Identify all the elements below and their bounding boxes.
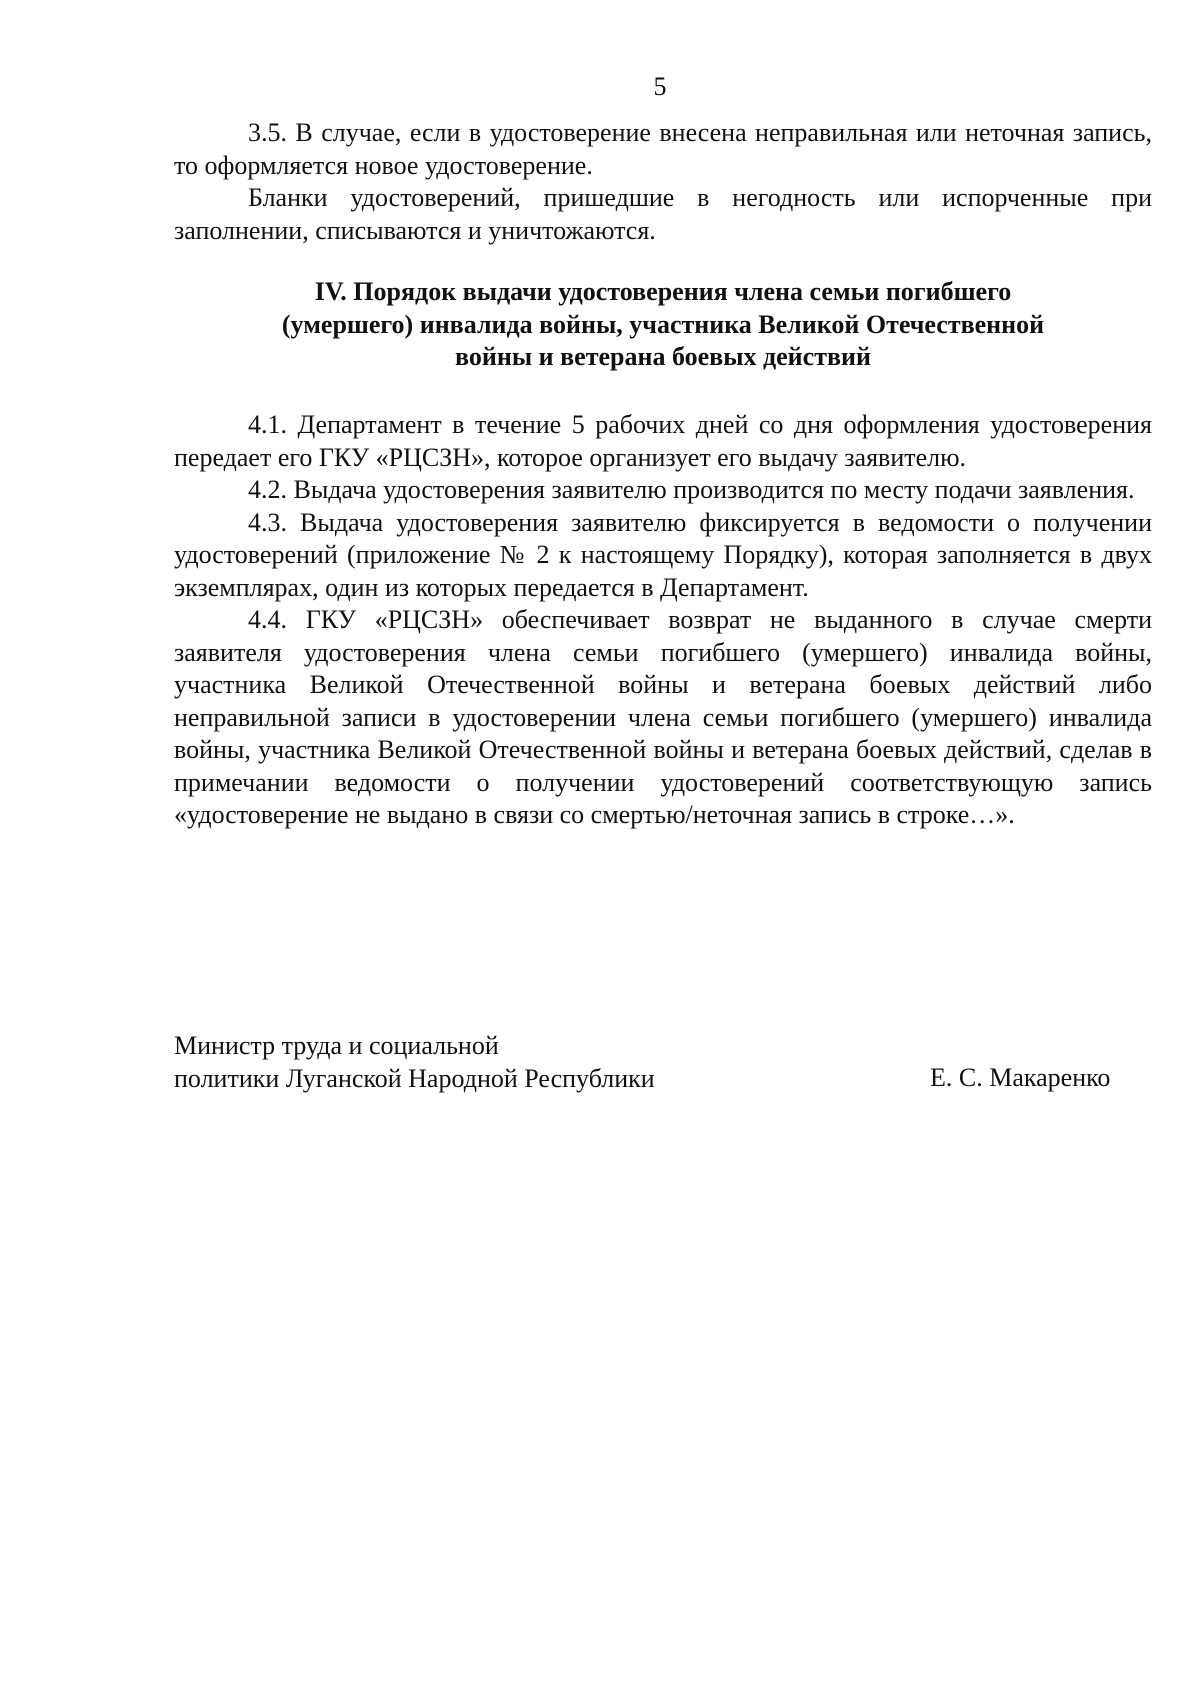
section-3-body xyxy=(174,117,1152,247)
paragraph-4-4: 4.4. ГКУ «РЦСЗН» обеспечивает возврат не выданного в случае смерти заявителя удостоверения члена семьи погибшего (умершего) инвалида войны, участника Великой Отечественной войны и ветерана боевых действий либо неправильной записи в удостоверении члена семьи погибшего (умершего) инвалида войны, участника Великой Отечественной войны и ветерана боевых действий, сделав в примечании ведомости о получении удостоверений соответствующую запись «удостоверение не выдано в связи со смертью/неточная запись в строке…». xyxy=(174,605,1152,829)
paragraph-3-5: 3.5. В случае, если в удостоверение внесена неправильная или неточная запись, то оформляется новое удостоверение. xyxy=(174,118,1152,180)
signatory-position xyxy=(174,1030,655,1095)
signatory-name: Е. С. Макаренко xyxy=(930,1063,1111,1092)
page-number: 5 xyxy=(653,72,667,101)
signatory-position-line: политики Луганской Народной Республики xyxy=(174,1063,655,1093)
paragraph-4-1: 4.1. Департамент в течение 5 рабочих дней со дня оформления удостоверения передает его ГКУ «РЦСЗН», которое организует его выдачу заявителю. xyxy=(174,410,1152,472)
heading-line: войны и ветерана боевых действий xyxy=(455,342,871,371)
paragraph-4-3: 4.3. Выдача удостоверения заявителю фиксируется в ведомости о получении удостоверений (приложение № 2 к настоящему Порядку), которая заполняется в двух экземплярах, один из которых передается в Департамент. xyxy=(174,507,1152,602)
signatory-position-line: Министр труда и социальной xyxy=(174,1031,499,1060)
heading-line: IV. Порядок выдачи удостоверения члена семьи погибшего xyxy=(314,277,1012,306)
section-4-body xyxy=(174,409,1152,832)
section-4-heading xyxy=(174,276,1152,374)
paragraph-4-2: 4.2. Выдача удостоверения заявителю производится по месту подачи заявления. xyxy=(248,475,1135,504)
heading-line: (умершего) инвалида войны, участника Великой Отечественной xyxy=(281,309,1045,339)
paragraph-blanks: Бланки удостоверений, пришедшие в негодность или испорченные при заполнении, списываются и уничтожаются. xyxy=(174,183,1152,245)
